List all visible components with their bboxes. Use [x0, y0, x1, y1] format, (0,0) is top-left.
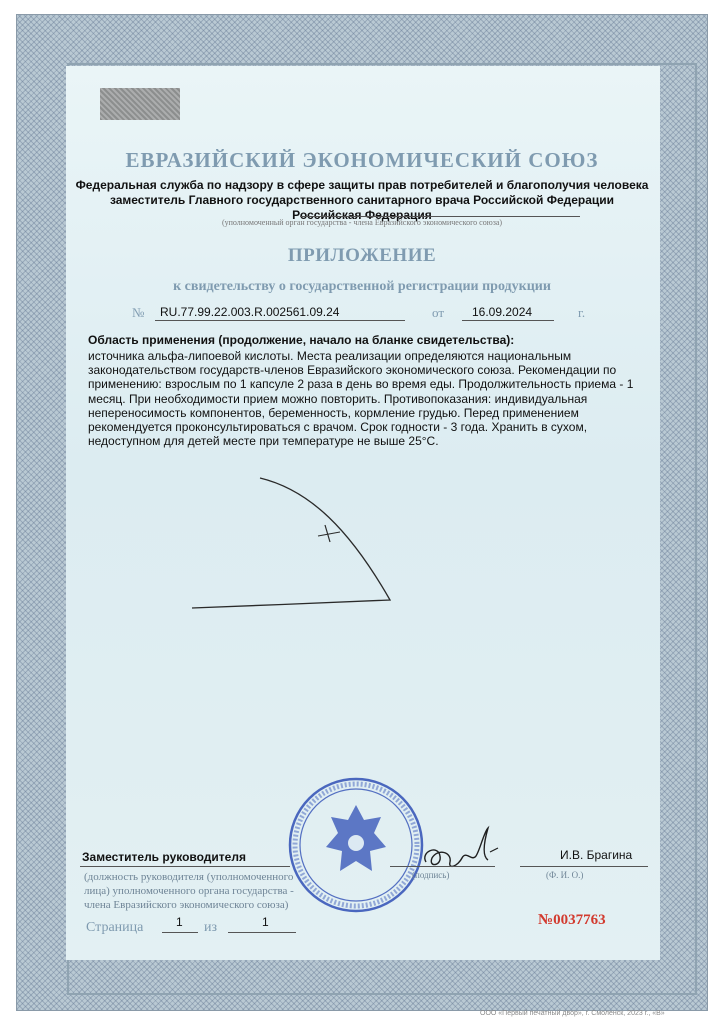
position-caption-line: лица) уполномоченного органа государства -: [84, 885, 294, 897]
number-label: №: [132, 305, 145, 320]
number-underline: [155, 320, 405, 321]
authority-caption: (уполномоченный орган государства - члена Евразийского экономического союза): [221, 218, 503, 227]
scope-heading: Область применения (продолжение, начало на бланке свидетельства):: [88, 333, 515, 347]
position-caption-line: (должность руководителя (уполномоченного: [84, 871, 294, 883]
page-current-underline: [162, 932, 198, 933]
position-caption: [84, 870, 294, 912]
name-underline: [520, 866, 648, 867]
name-caption: (Ф. И. О.): [546, 870, 584, 880]
position-underline: [80, 866, 290, 867]
scope-line: непереносимость компонентов, беременность, кормление грудью. Перед применением: [88, 405, 579, 420]
signature-caption: (подпись): [412, 870, 450, 880]
scope-line: месяц. При необходимости прием можно повторить. Противопоказания: индивидуальная: [88, 391, 588, 406]
authority-underline: [300, 216, 580, 217]
page-total: 1: [262, 915, 269, 929]
signature-underline: [390, 866, 495, 867]
scope-line: источника альфа-липоевой кислоты. Места реализации определяются национальным: [88, 349, 572, 363]
page-label: Страница: [86, 920, 144, 935]
union-title: ЕВРАЗИЙСКИЙ ЭКОНОМИЧЕСКИЙ СОЮЗ: [125, 148, 599, 172]
date-underline: [462, 320, 554, 321]
registration-number: RU.77.99.22.003.R.002561.09.24: [160, 305, 340, 319]
authority-line-3: Российская Федерация: [292, 208, 432, 222]
page-current: 1: [176, 915, 183, 929]
z-cancellation-mark: [190, 470, 410, 620]
scope-body: [88, 349, 648, 448]
position-caption-line: члена Евразийского экономического союза): [84, 899, 289, 911]
official-seal-stamp: [286, 775, 426, 915]
printer-imprint: ООО «Первый печатный двор», г. Смоленск, 2023 г., «В»: [480, 1010, 665, 1017]
registration-date: 16.09.2024: [472, 305, 533, 319]
scope-line: рекомендуется проконсультироваться с врачом. Срок годности - 3 года. Хранить в сухом,: [88, 420, 588, 435]
signatory-name: И.В. Брагина: [560, 848, 633, 862]
redacted-mark: [100, 88, 180, 120]
page-total-underline: [228, 932, 296, 933]
authority-line-2: заместитель Главного государственного санитарного врача Российской Федерации: [109, 193, 615, 207]
scope-line: применению: взрослым по 1 капсуле 2 раза в день во время еды. Продолжительность приема - 1: [88, 377, 634, 392]
authority-line-1: Федеральная служба по надзору в сфере защиты прав потребителей и благополучия человека: [75, 178, 649, 192]
form-serial-number: №0037763: [538, 912, 606, 928]
scope-line: недоступном для детей месте при температуре не выше 25°С.: [88, 434, 439, 449]
page-of-label: из: [204, 920, 218, 935]
year-suffix: г.: [578, 305, 586, 320]
appendix-title: ПРИЛОЖЕНИЕ: [287, 245, 437, 266]
scope-line: законодательством государств-членов Евразийского экономического союза. Рекомендации по: [88, 363, 617, 378]
date-label: от: [432, 305, 445, 320]
appendix-subtitle: к свидетельству о государственной регистрации продукции: [173, 279, 551, 294]
signatory-position: Заместитель руководителя: [82, 850, 246, 864]
